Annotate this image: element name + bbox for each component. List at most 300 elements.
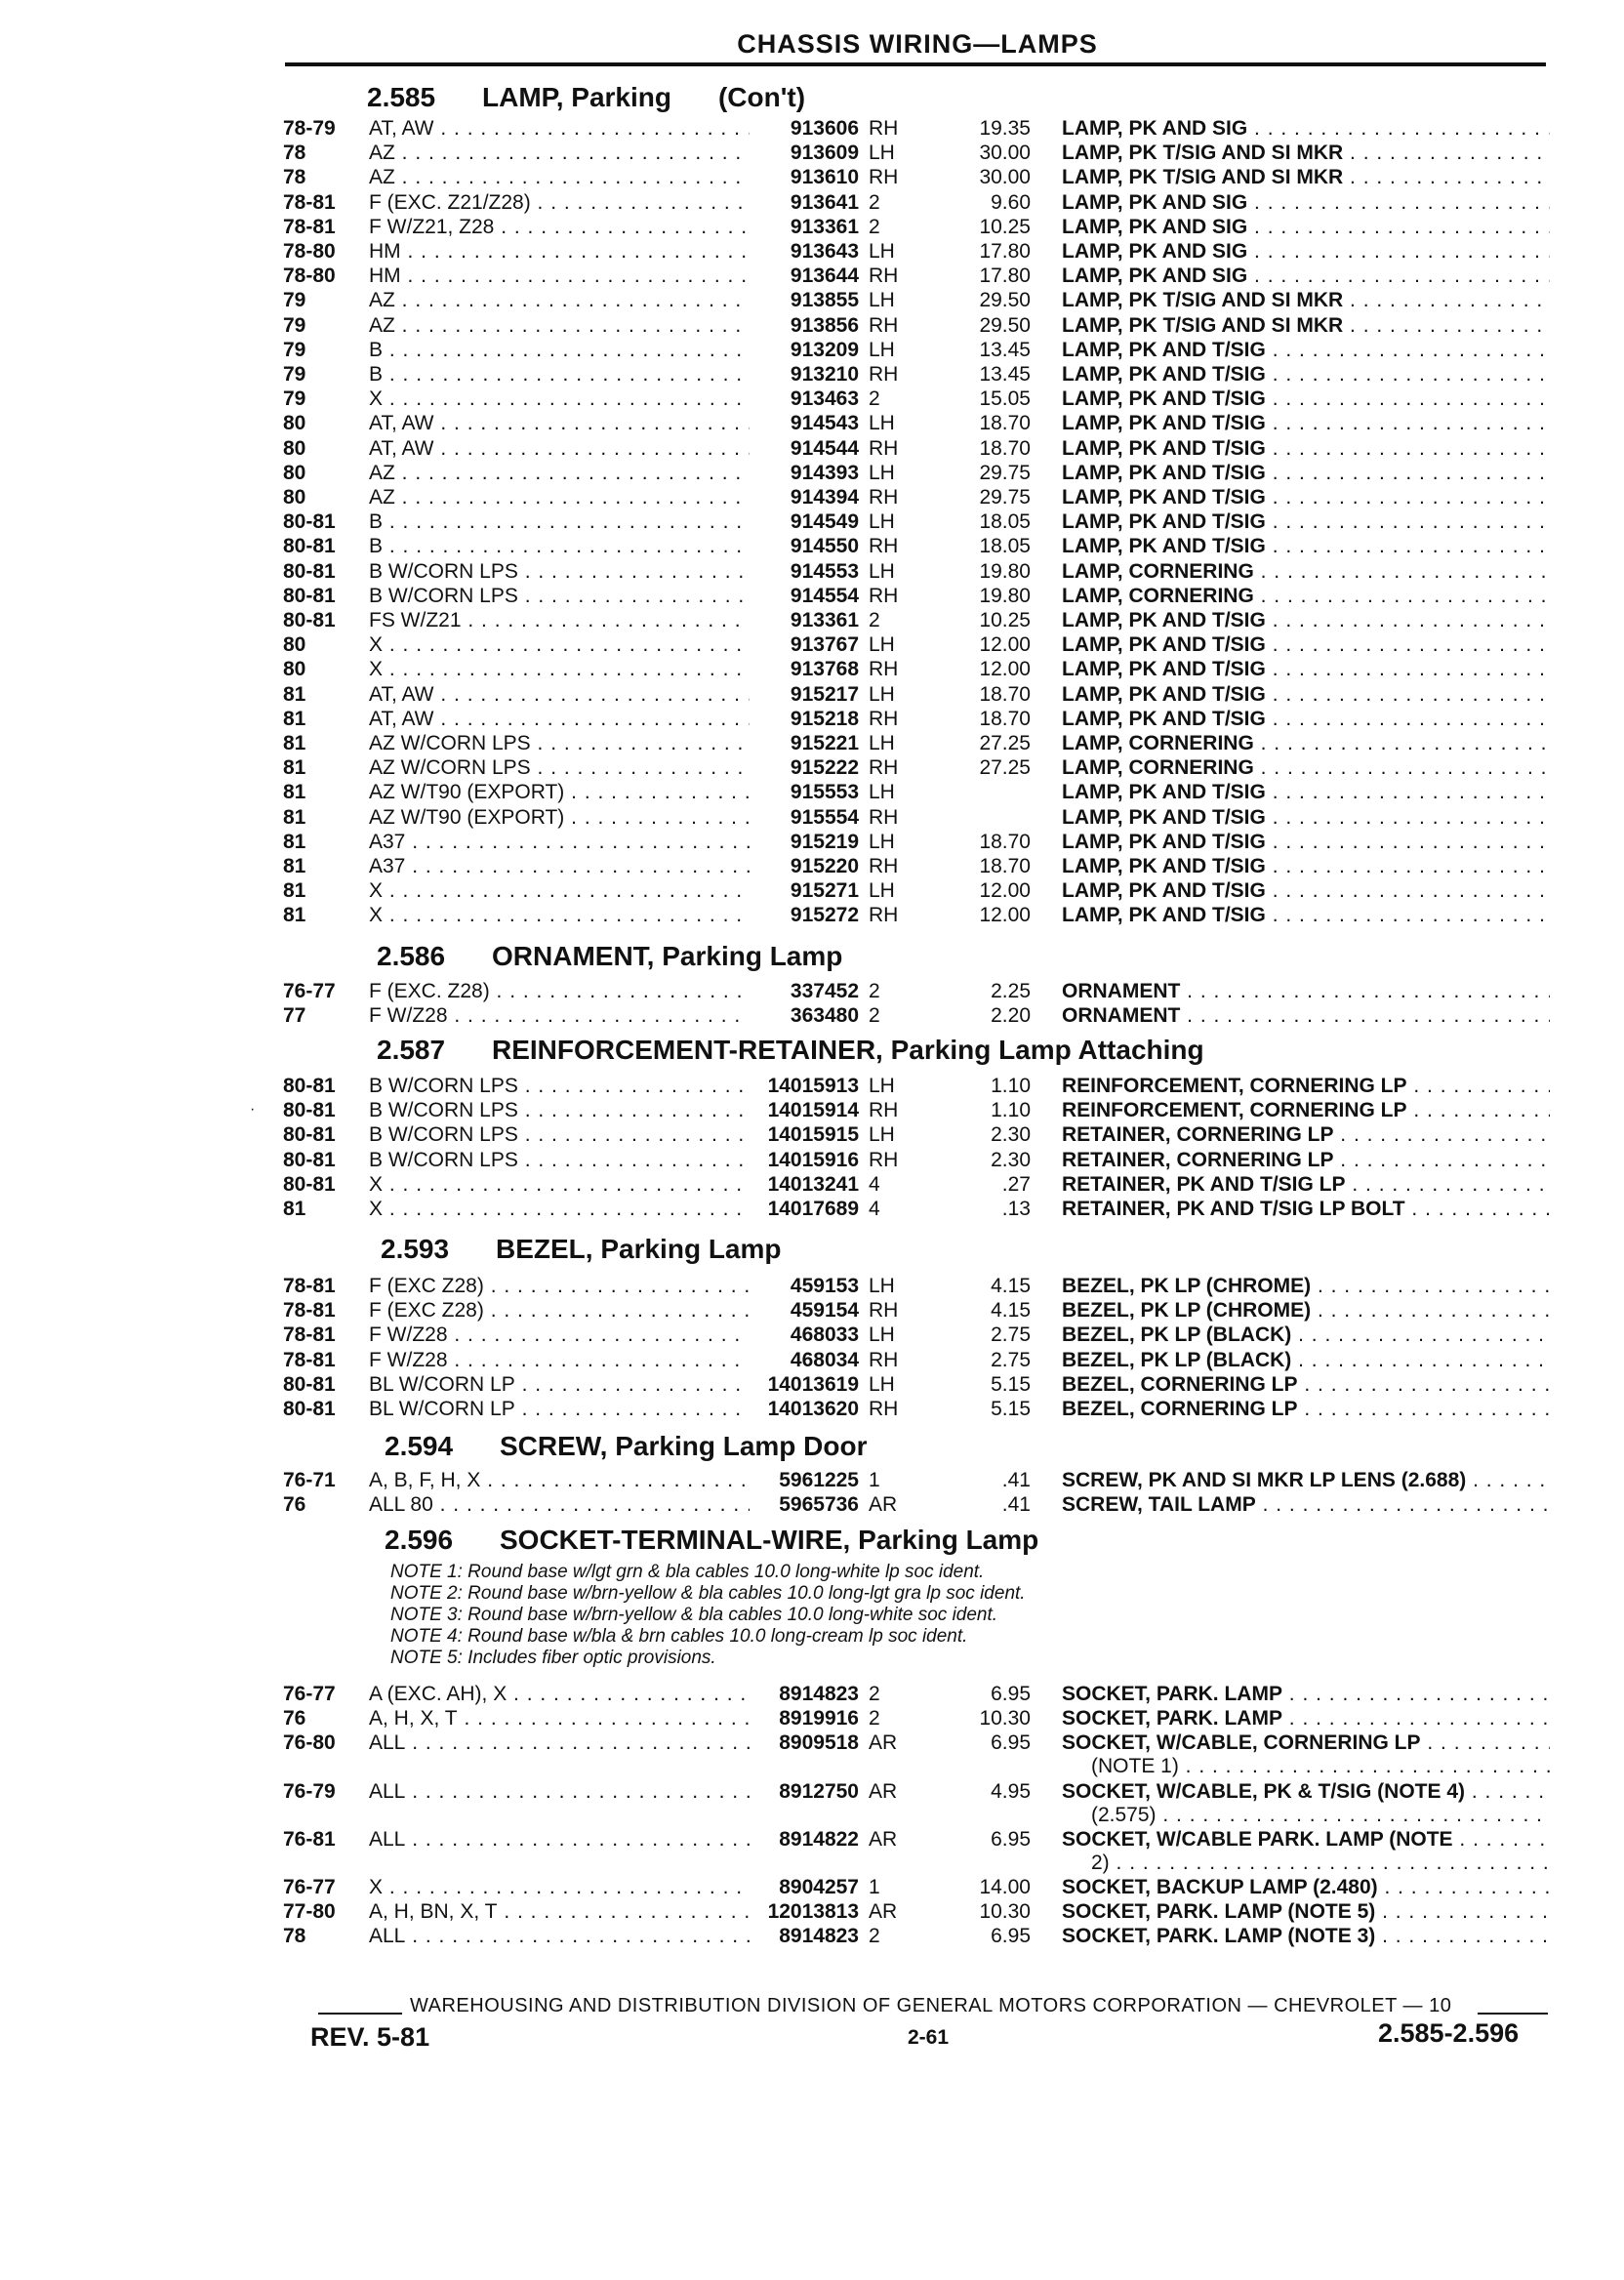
quantity: 1 <box>869 1469 880 1491</box>
application: F W/Z28 . . . <box>369 1004 750 1028</box>
description-text: LAMP, PK AND T/SIG <box>1062 707 1266 730</box>
section-title <box>385 1525 1038 1556</box>
scan-mark: · <box>250 1101 256 1118</box>
part-number: 915218 <box>790 707 859 730</box>
part-number: 8904257 <box>779 1876 859 1898</box>
quantity: LH <box>869 830 895 853</box>
price: 18.70 <box>979 707 1031 730</box>
parts-row <box>283 1123 1562 1147</box>
part-number: 913856 <box>790 313 859 337</box>
part-number: 459154 <box>790 1299 859 1323</box>
application: F W/Z28 . . . <box>369 1323 750 1347</box>
description <box>1062 1198 1550 1221</box>
parts-row <box>283 1198 1562 1221</box>
application: AZ W/CORN LPS . . . <box>369 732 750 755</box>
description <box>1062 339 1550 362</box>
application: AZ . . . <box>369 142 750 165</box>
model-years: 78-81 <box>283 1348 336 1371</box>
model-years: 80-81 <box>283 1099 336 1122</box>
parts-row <box>283 1876 1562 1899</box>
part-number: 914394 <box>790 486 859 509</box>
price: 18.70 <box>979 412 1031 435</box>
model-years: 80-81 <box>283 1123 336 1147</box>
model-years: 81 <box>283 855 306 877</box>
description <box>1062 1683 1550 1706</box>
description-text: LAMP, CORNERING <box>1062 732 1254 754</box>
price: 2.20 <box>991 1004 1031 1028</box>
description <box>1062 216 1550 239</box>
description-text: LAMP, PK AND T/SIG <box>1062 879 1266 903</box>
model-years: 78-80 <box>283 265 336 288</box>
application: X . . . <box>369 633 750 657</box>
parts-row <box>283 412 1562 435</box>
parts-row <box>283 855 1562 878</box>
application: A37 . . . <box>369 855 750 878</box>
quantity: 2 <box>869 609 880 631</box>
parts-row <box>283 191 1562 215</box>
description-text: SOCKET, W/CABLE, CORNERING LP <box>1062 1731 1421 1755</box>
application: B . . . <box>369 339 750 362</box>
quantity: LH <box>869 879 895 903</box>
model-years: 77-80 <box>283 1900 336 1924</box>
model-years: 79 <box>283 387 306 411</box>
application: A (EXC. AH), X . . . <box>369 1683 750 1706</box>
part-number: 5961225 <box>779 1469 859 1491</box>
quantity: 2 <box>869 215 880 238</box>
price: 29.75 <box>979 461 1031 484</box>
quantity: LH <box>869 1323 895 1347</box>
price: 18.05 <box>979 535 1031 558</box>
section-name: BEZEL, Parking Lamp <box>496 1234 782 1264</box>
price: 18.05 <box>979 510 1031 534</box>
description <box>1062 633 1550 657</box>
section-title <box>377 1035 1204 1066</box>
price: 19.80 <box>979 559 1031 583</box>
description <box>1062 142 1550 165</box>
description-text: LAMP, PK AND T/SIG <box>1062 535 1266 558</box>
page-number: 2-61 <box>908 2026 950 2049</box>
quantity: RH <box>869 805 899 829</box>
quantity: LH <box>869 142 895 165</box>
description <box>1062 1173 1550 1197</box>
part-number: 14015915 <box>767 1123 859 1147</box>
price: 2.30 <box>991 1123 1031 1147</box>
section-continued: (Con't) <box>717 82 806 112</box>
parts-row <box>283 1900 1562 1924</box>
page-header: CHASSIS WIRING—LAMPS <box>737 29 1098 59</box>
quantity: LH <box>869 461 895 484</box>
price: 12.00 <box>979 904 1031 927</box>
quantity: LH <box>869 1123 895 1147</box>
part-number: 915219 <box>790 830 859 853</box>
parts-row <box>283 166 1562 189</box>
parts-row <box>283 265 1562 288</box>
description <box>1062 560 1550 584</box>
application: BL W/CORN LP . . . <box>369 1398 750 1421</box>
model-years: 81 <box>283 682 306 706</box>
description <box>1062 683 1550 707</box>
price: 9.60 <box>991 190 1031 214</box>
part-number: 12013813 <box>767 1900 859 1924</box>
quantity: RH <box>869 313 899 337</box>
application: AZ W/CORN LPS . . . <box>369 756 750 780</box>
model-years: 80 <box>283 658 306 681</box>
model-years: 79 <box>283 313 306 337</box>
application: X . . . <box>369 658 750 681</box>
description-text: LAMP, PK T/SIG AND SI MKR <box>1062 166 1344 189</box>
description <box>1062 609 1550 632</box>
quantity: 2 <box>869 1683 880 1705</box>
price: 18.70 <box>979 436 1031 460</box>
description <box>1062 117 1550 141</box>
part-number: 8914823 <box>779 1925 859 1948</box>
application: ALL . . . <box>369 1828 750 1852</box>
model-years: 81 <box>283 781 306 804</box>
application: AZ . . . <box>369 314 750 338</box>
price: 10.30 <box>979 1707 1031 1730</box>
quantity: RH <box>869 486 899 509</box>
application: AT, AW . . . <box>369 437 750 461</box>
description-text: RETAINER, PK AND T/SIG LP <box>1062 1172 1346 1196</box>
parts-row <box>283 609 1562 632</box>
description <box>1062 510 1550 534</box>
description <box>1062 437 1550 461</box>
part-number: 915221 <box>790 732 859 754</box>
section-number: 2.593 <box>381 1234 450 1264</box>
description <box>1062 1398 1550 1421</box>
quantity: 1 <box>869 1876 880 1898</box>
description-text: SOCKET, W/CABLE, PK & T/SIG (NOTE 4) <box>1062 1779 1466 1803</box>
quantity: RH <box>869 756 899 780</box>
description <box>1062 585 1550 608</box>
part-number: 14017689 <box>767 1198 859 1220</box>
application: AZ . . . <box>369 289 750 312</box>
model-years: 76 <box>283 1493 306 1517</box>
description <box>1062 1275 1550 1298</box>
price: 2.30 <box>991 1148 1031 1171</box>
model-years: 81 <box>283 879 306 903</box>
model-years: 78-81 <box>283 1323 336 1347</box>
model-years: 80-81 <box>283 1172 336 1196</box>
note-line: NOTE 5: Includes fiber optic provisions. <box>390 1648 716 1668</box>
price: 29.50 <box>979 313 1031 337</box>
model-years: 79 <box>283 363 306 386</box>
quantity: LH <box>869 338 895 361</box>
section-title <box>385 1431 868 1462</box>
application: X . . . <box>369 387 750 411</box>
section-name: REINFORCEMENT-RETAINER, Parking Lamp Attaching <box>492 1035 1204 1065</box>
price: 18.70 <box>979 830 1031 853</box>
quantity: AR <box>869 1493 898 1517</box>
parts-row <box>283 1683 1562 1706</box>
model-years: 76-77 <box>283 980 336 1002</box>
description-text: BEZEL, PK LP (BLACK) <box>1062 1323 1292 1347</box>
application: B W/CORN LPS . . . <box>369 1075 750 1098</box>
description-text: SOCKET, PARK. LAMP (NOTE 5) <box>1062 1900 1376 1924</box>
application: FS W/Z21 . . . <box>369 609 750 632</box>
model-years: 78 <box>283 166 306 189</box>
parts-row <box>283 585 1562 608</box>
footer-rule-left <box>318 2013 402 2015</box>
quantity: RH <box>869 117 899 140</box>
description-continued: 2) . . . <box>1091 1852 1550 1875</box>
part-number: 913210 <box>790 363 859 386</box>
description <box>1062 1349 1550 1372</box>
description-text: LAMP, PK T/SIG AND SI MKR <box>1062 313 1344 337</box>
quantity: AR <box>869 1779 898 1803</box>
application: X . . . <box>369 904 750 927</box>
application: HM . . . <box>369 240 750 264</box>
model-years: 80 <box>283 633 306 657</box>
model-years: 76 <box>283 1707 306 1730</box>
part-number: 915272 <box>790 904 859 927</box>
application: B . . . <box>369 535 750 558</box>
description-text: LAMP, PK AND T/SIG <box>1062 830 1266 853</box>
quantity: LH <box>869 240 895 263</box>
quantity: RH <box>869 436 899 460</box>
application: AT, AW . . . <box>369 117 750 141</box>
part-number: 5965736 <box>779 1493 859 1517</box>
parts-row <box>283 1349 1562 1372</box>
parts-row <box>283 1004 1562 1028</box>
description-text: SCREW, TAIL LAMP <box>1062 1493 1256 1517</box>
quantity: LH <box>869 510 895 534</box>
description <box>1062 1780 1550 1804</box>
description <box>1062 781 1550 804</box>
description <box>1062 806 1550 830</box>
section-number: 2.587 <box>377 1035 446 1065</box>
section-name: SCREW, Parking Lamp Door <box>500 1431 868 1461</box>
parts-row-continued <box>283 1852 1562 1875</box>
model-years: 76-77 <box>283 1876 336 1898</box>
part-number: 913641 <box>790 190 859 214</box>
model-years: 77 <box>283 1004 306 1028</box>
part-number: 913463 <box>790 387 859 411</box>
section-title <box>381 1234 782 1265</box>
description <box>1062 904 1550 927</box>
price: 4.15 <box>991 1299 1031 1323</box>
description-continued: (NOTE 1) . . . <box>1091 1755 1550 1778</box>
model-years: 80 <box>283 412 306 435</box>
model-years: 79 <box>283 338 306 361</box>
part-number: 914393 <box>790 461 859 484</box>
application: X . . . <box>369 1173 750 1197</box>
model-years: 80 <box>283 436 306 460</box>
application: F W/Z28 . . . <box>369 1349 750 1372</box>
parts-row <box>283 117 1562 141</box>
quantity: RH <box>869 658 899 681</box>
part-number: 913609 <box>790 142 859 165</box>
description-text: LAMP, PK AND SIG <box>1062 215 1248 238</box>
part-number: 914543 <box>790 412 859 435</box>
model-years: 81 <box>283 1198 306 1220</box>
model-years: 78-81 <box>283 1299 336 1323</box>
description <box>1062 831 1550 854</box>
model-years: 80-81 <box>283 1398 336 1420</box>
description-text: LAMP, PK AND T/SIG <box>1062 412 1266 435</box>
revision-label: REV. 5-81 <box>310 2022 430 2052</box>
description-text: LAMP, PK AND T/SIG <box>1062 609 1266 631</box>
price: 30.00 <box>979 166 1031 189</box>
parts-row <box>283 683 1562 707</box>
application: B . . . <box>369 510 750 534</box>
description-text: LAMP, PK AND T/SIG <box>1062 510 1266 534</box>
price: 6.95 <box>991 1827 1031 1851</box>
quantity: LH <box>869 781 895 804</box>
part-number: 915220 <box>790 855 859 877</box>
price: .13 <box>1001 1198 1031 1220</box>
price: 29.50 <box>979 289 1031 312</box>
description-text: LAMP, PK T/SIG AND SI MKR <box>1062 289 1344 312</box>
description <box>1062 1493 1550 1517</box>
price: 1.10 <box>991 1099 1031 1122</box>
application: BL W/CORN LP . . . <box>369 1373 750 1397</box>
part-number: 914544 <box>790 436 859 460</box>
parts-row <box>283 1373 1562 1397</box>
part-number: 14013620 <box>767 1398 859 1420</box>
description-text: LAMP, PK AND T/SIG <box>1062 633 1266 657</box>
price: 27.25 <box>979 732 1031 754</box>
part-number: 915271 <box>790 879 859 903</box>
parts-row-continued <box>283 1755 1562 1778</box>
price: 13.45 <box>979 338 1031 361</box>
price: 19.35 <box>979 117 1031 140</box>
quantity: RH <box>869 265 899 288</box>
part-number: 8909518 <box>779 1731 859 1755</box>
section-name: ORNAMENT, Parking Lamp <box>492 941 843 971</box>
description-text: LAMP, PK AND T/SIG <box>1062 658 1266 681</box>
model-years: 80-81 <box>283 535 336 558</box>
note-line: NOTE 1: Round base w/lgt grn & bla cables 10.0 long-white lp soc ident. <box>390 1562 985 1582</box>
description <box>1062 732 1550 755</box>
part-number: 468034 <box>790 1348 859 1371</box>
price: 4.15 <box>991 1275 1031 1297</box>
part-number: 459153 <box>790 1275 859 1297</box>
model-years: 80-81 <box>283 510 336 534</box>
application: B W/CORN LPS . . . <box>369 1149 750 1172</box>
description-continued: (2.575) . . . <box>1091 1804 1550 1827</box>
parts-row <box>283 560 1562 584</box>
parts-row <box>283 1275 1562 1298</box>
parts-row <box>283 1707 1562 1730</box>
parts-row <box>283 1925 1562 1948</box>
description-text: LAMP, PK AND SIG <box>1062 117 1248 140</box>
description <box>1062 855 1550 878</box>
application: ALL . . . <box>369 1731 750 1755</box>
parts-row <box>283 781 1562 804</box>
price: .41 <box>1001 1469 1031 1491</box>
description-text: SOCKET, PARK. LAMP <box>1062 1707 1282 1730</box>
section-number: 2.594 <box>385 1431 454 1461</box>
description-text: LAMP, PK AND T/SIG <box>1062 805 1266 829</box>
description-text: LAMP, PK AND SIG <box>1062 240 1248 263</box>
parts-row <box>283 462 1562 485</box>
application: HM . . . <box>369 265 750 288</box>
description <box>1062 387 1550 411</box>
description <box>1062 756 1550 780</box>
description <box>1062 1828 1550 1852</box>
price: 29.75 <box>979 486 1031 509</box>
description <box>1062 240 1550 264</box>
parts-row-continued <box>283 1804 1562 1827</box>
model-years: 78 <box>283 142 306 165</box>
model-years: 81 <box>283 732 306 754</box>
price: 19.80 <box>979 584 1031 607</box>
application: ALL . . . <box>369 1925 750 1948</box>
parts-row <box>283 1149 1562 1172</box>
model-years: 80 <box>283 461 306 484</box>
part-number: 8912750 <box>779 1779 859 1803</box>
parts-row <box>283 1469 1562 1492</box>
description <box>1062 166 1550 189</box>
application: B W/CORN LPS . . . <box>369 1123 750 1147</box>
parts-row <box>283 1731 1562 1755</box>
quantity: AR <box>869 1731 898 1755</box>
parts-row <box>283 1398 1562 1421</box>
application: F W/Z21, Z28 . . . <box>369 216 750 239</box>
description <box>1062 1707 1550 1730</box>
parts-row <box>283 216 1562 239</box>
description <box>1062 1900 1550 1924</box>
model-years: 80-81 <box>283 609 336 631</box>
quantity: 4 <box>869 1172 880 1196</box>
quantity: 2 <box>869 1004 880 1028</box>
price: 27.25 <box>979 756 1031 780</box>
part-number: 914549 <box>790 510 859 534</box>
application: AT, AW . . . <box>369 683 750 707</box>
description <box>1062 462 1550 485</box>
price: 1.10 <box>991 1075 1031 1097</box>
price: 12.00 <box>979 879 1031 903</box>
quantity: RH <box>869 1099 899 1122</box>
model-years: 81 <box>283 830 306 853</box>
price: 13.45 <box>979 363 1031 386</box>
application: A, H, BN, X, T . . . <box>369 1900 750 1924</box>
quantity: RH <box>869 1348 899 1371</box>
price: 5.15 <box>991 1372 1031 1396</box>
model-years: 78-81 <box>283 215 336 238</box>
quantity: LH <box>869 1372 895 1396</box>
section-number: 2.585 <box>367 82 436 112</box>
part-number: 14015914 <box>767 1099 859 1122</box>
description <box>1062 1323 1550 1347</box>
application: AT, AW . . . <box>369 412 750 435</box>
application: X . . . <box>369 879 750 903</box>
description-text: BEZEL, CORNERING LP <box>1062 1372 1298 1396</box>
model-years: 78-81 <box>283 190 336 214</box>
description <box>1062 1004 1550 1028</box>
parts-row <box>283 1075 1562 1098</box>
quantity: RH <box>869 584 899 607</box>
description-text: BEZEL, PK LP (CHROME) <box>1062 1299 1312 1323</box>
model-years: 78-79 <box>283 117 336 140</box>
model-years: 81 <box>283 756 306 780</box>
description <box>1062 535 1550 558</box>
part-number: 914550 <box>790 535 859 558</box>
model-years: 80 <box>283 486 306 509</box>
application: ALL 80 . . . <box>369 1493 750 1517</box>
parts-row <box>283 1323 1562 1347</box>
footer-division: WAREHOUSING AND DISTRIBUTION DIVISION OF GENERAL MOTORS CORPORATION — CHEVROLET — 10 <box>410 1995 1452 2016</box>
application: F (EXC. Z28) . . . <box>369 980 750 1003</box>
quantity: RH <box>869 707 899 730</box>
model-years: 78 <box>283 1925 306 1948</box>
quantity: AR <box>869 1827 898 1851</box>
parts-row <box>283 240 1562 264</box>
description-text: BEZEL, PK LP (CHROME) <box>1062 1275 1312 1297</box>
application: A37 . . . <box>369 831 750 854</box>
section-name: LAMP, Parking <box>482 82 671 112</box>
